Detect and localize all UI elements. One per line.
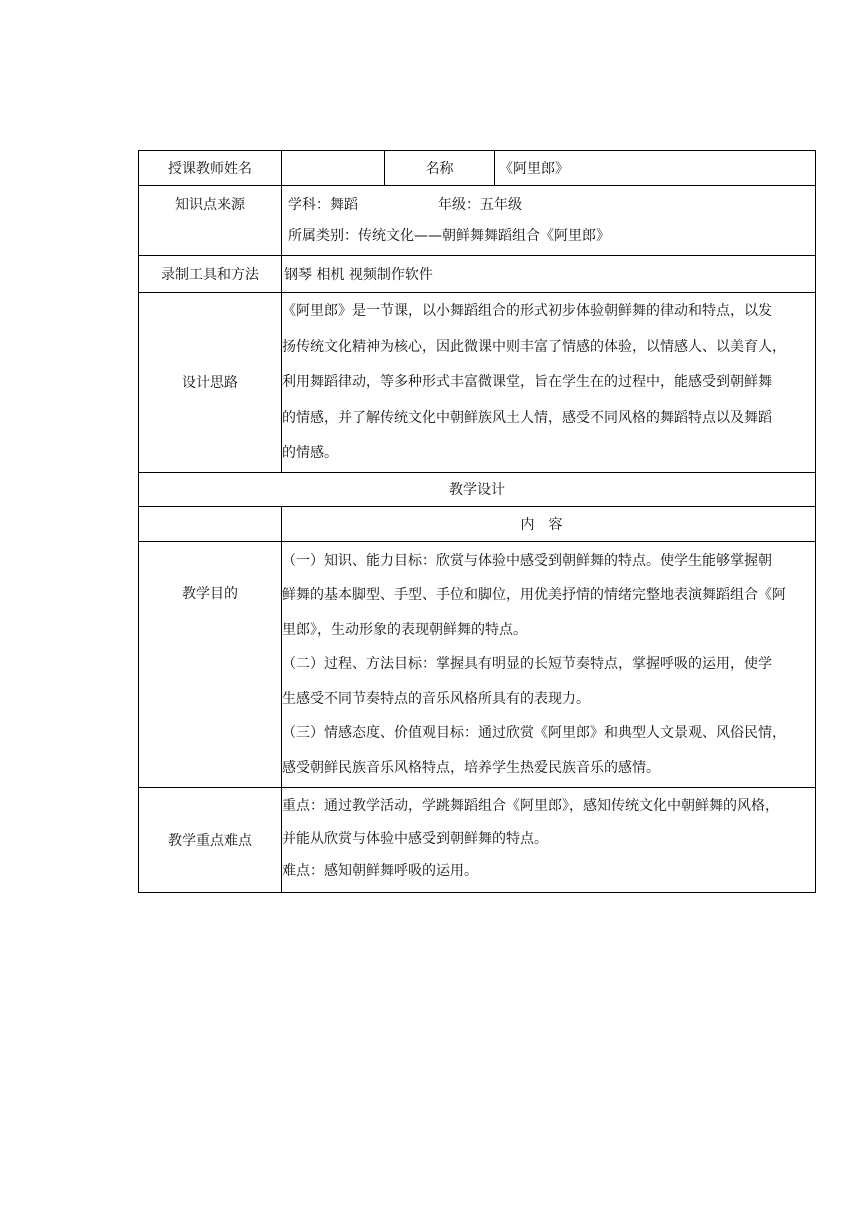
teacher-value-cell	[282, 151, 385, 186]
goal-line: 鲜舞的基本脚型、手型、手位和脚位，用优美抒情的情绪完整地表演舞蹈组合《阿	[282, 587, 786, 604]
goal-line: 里郎》，生动形象的表现朝鲜舞的特点。	[282, 621, 527, 638]
source-label: 知识点来源	[175, 197, 245, 213]
row-teaching-design	[139, 472, 816, 506]
goal-line: （二）过程、方法目标：掌握具有明显的长短节奏特点，掌握呼吸的运用，使学	[282, 656, 772, 673]
teacher-label: 授课教师姓名	[168, 161, 252, 177]
goals-label-cell	[139, 541, 282, 788]
source-value-cell	[282, 186, 816, 256]
keypoints-label-cell	[139, 788, 282, 893]
keypoints-value-cell	[282, 788, 816, 893]
keypoint-line: 并能从欣赏与体验中感受到朝鲜舞的特点。	[282, 830, 548, 847]
row-teacher	[139, 151, 816, 186]
lesson-plan-table	[138, 150, 816, 893]
design-label-cell	[139, 293, 282, 473]
content-header-cell	[282, 506, 816, 541]
keypoint-line: 难点：感知朝鲜舞呼吸的运用。	[282, 863, 478, 880]
name-value-cell	[495, 151, 816, 186]
tools-value: 钢琴 相机 视频制作软件	[284, 267, 433, 283]
goals-paragraphs	[282, 542, 815, 788]
keypoint-line: 重点：通过教学活动，学跳舞蹈组合《阿里郎》，感知传统文化中朝鲜舞的风格，	[282, 798, 779, 815]
name-label-cell	[385, 151, 495, 186]
category-text: 所属类别：传统文化——朝鲜舞舞蹈组合《阿里郎》	[288, 228, 610, 244]
name-value: 《阿里郎》	[499, 161, 569, 177]
design-line: 利用舞蹈律动，等多种形式丰富微课堂，旨在学生在的过程中，能感受到朝鲜舞	[282, 374, 772, 391]
subject-text: 学科：舞蹈	[288, 197, 358, 213]
design-line: 的情感。	[282, 445, 338, 462]
row-design	[139, 293, 816, 473]
design-line: 《阿里郎》是一节课，以小舞蹈组合的形式初步体验朝鲜舞的律动和特点，以发	[282, 303, 772, 319]
goal-line: （一）知识、能力目标：欣赏与体验中感受到朝鲜舞的特点。使学生能够掌握朝	[282, 552, 772, 569]
source-label-cell	[139, 186, 282, 256]
goal-line: 生感受不同节奏特点的音乐风格所具有的表现力。	[282, 690, 590, 707]
goals-value-cell	[282, 541, 816, 788]
tools-label: 录制工具和方法	[161, 267, 259, 283]
content-empty-cell	[139, 506, 282, 541]
row-tools	[139, 256, 816, 293]
teacher-label-cell	[139, 151, 282, 186]
subject-grade-line	[288, 186, 815, 221]
row-content-header	[139, 506, 816, 541]
keypoints-label: 教学重点难点	[168, 833, 252, 850]
content-heading: 内容	[520, 516, 577, 533]
tools-label-cell	[139, 256, 282, 293]
row-keypoints	[139, 788, 816, 893]
row-source	[139, 186, 816, 256]
goal-line: （三）情感态度、价值观目标：通过欣赏《阿里郎》和典型人文景观、风俗民情，	[282, 725, 786, 742]
design-line: 扬传统文化精神为核心，因此微课中则丰富了情感的体验，以情感人、以美育人，	[282, 338, 786, 355]
tools-value-cell	[282, 256, 816, 293]
row-goals	[139, 541, 816, 788]
name-label: 名称	[425, 161, 454, 177]
goal-line: 感受朝鲜民族音乐风格特点，培养学生热爱民族音乐的感情。	[282, 759, 660, 776]
teaching-design-cell	[139, 472, 816, 506]
grade-text: 年级：五年级	[438, 197, 522, 213]
keypoints-paragraphs	[282, 788, 815, 892]
teaching-design-heading: 教学设计	[449, 482, 505, 499]
design-paragraph	[282, 293, 815, 472]
design-value-cell	[282, 293, 816, 473]
design-label: 设计思路	[182, 375, 238, 392]
goals-label: 教学目的	[182, 585, 238, 602]
design-line: 的情感，并了解传统文化中朝鲜族风土人情，感受不同风格的舞蹈特点以及舞蹈	[282, 409, 772, 426]
